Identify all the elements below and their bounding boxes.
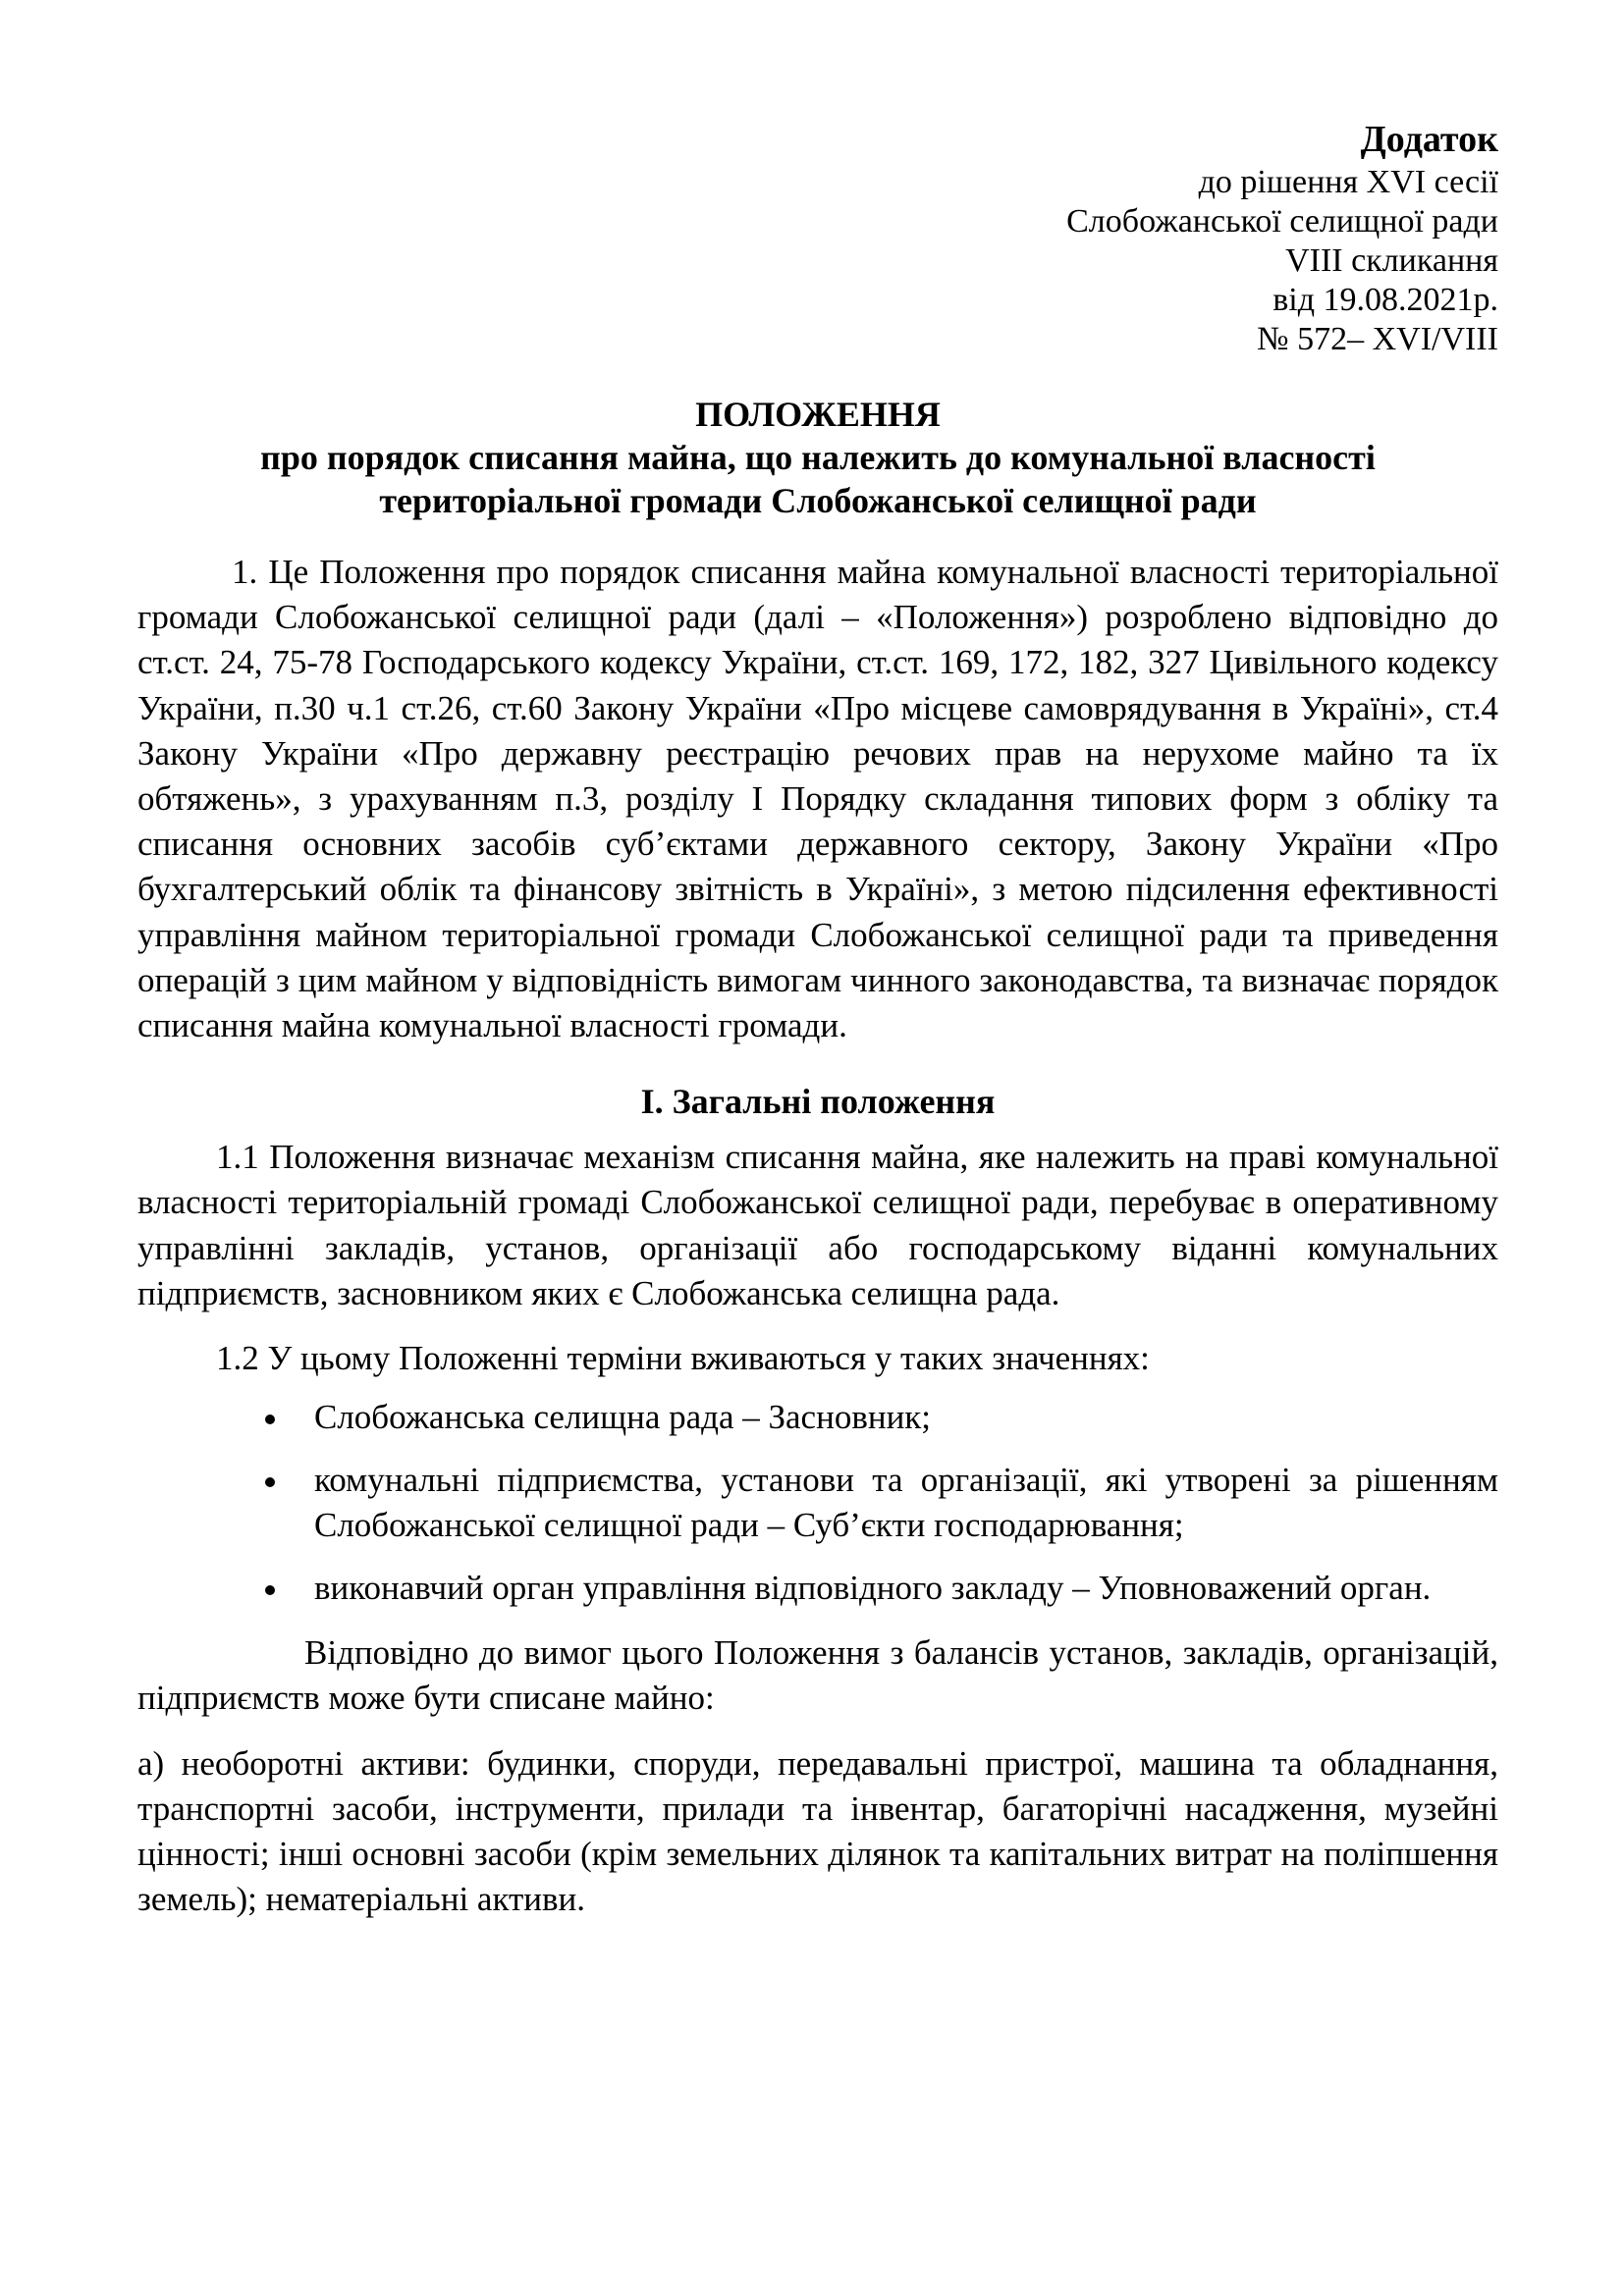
appendix-line: до рішення XVI сесії [1198,164,1498,200]
paragraph-a: а) необоротні активи: будинки, споруди, передавальні пристрої, машина та обладнання, транспортні засоби, інструменти, прилади та інвентар, багаторічні насадження, музейні цінності; інші основні засоби (крім земельних ділянок та капітальних витрат на поліпшення земель); нематеріальні активи. [137,1743,1498,1919]
list-item-text: виконавчий орган управління відповідного закладу – Уповноважений орган. [314,1569,1432,1608]
list-item [137,1395,1498,1440]
document-subtitle-line1: про порядок списання майна, що належить до комунальної власності [260,438,1376,477]
definitions-list [137,1395,1498,1611]
bullet-icon [265,1477,275,1487]
document-subtitle-line2: територіальної громади Слобожанської селищної ради [379,481,1257,520]
bullet-icon [265,1585,275,1595]
section-heading: І. Загальні положення [640,1082,996,1122]
appendix-line: VIII скликання [1285,242,1498,279]
appendix-title: Додаток [1360,119,1498,160]
list-item [137,1458,1498,1548]
appendix-line: Слобожанської селищної ради [1066,203,1498,240]
appendix-line: від 19.08.2021р. [1272,282,1498,318]
document-body [137,393,1498,1922]
appendix-block [1066,118,1498,359]
document-title [137,393,1498,522]
paragraph-balances: Відповідно до вимог цього Положення з балансів установ, закладів, організацій, підприємств може бути списане майно: [137,1633,1498,1718]
appendix-line: № 572– XVI/VIII [1257,321,1498,357]
list-item [137,1566,1498,1611]
paragraph-1-2: 1.2 У цьому Положенні терміни вживаються у таких значеннях: [216,1339,1150,1378]
list-item-text: Слобожанська селищна рада – Засновник; [314,1398,932,1437]
intro-paragraph: 1. Це Положення про порядок списання майна комунальної власності територіальної громади Слобожанської селищної ради (далі – «Положення») розроблено відповідно до ст.ст. 24, 75-78 Господарського кодексу України, ст.ст. 169, 172, 182, 327 Цивільного кодексу України, п.30 ч.1 ст.26, ст.60 Закону України «Про місцеве самоврядування в Україні», ст.4 Закону України «Про державну реєстрацію речових прав на нерухоме майно та їх обтяжень», з урахуванням п.3, розділу I Порядку складання типових форм з обліку та списання основних засобів суб’єктами державного сектору, Закону України «Про бухгалтерський облік та фінансову звітність в Україні», з метою підсилення ефективності управління майном територіальної громади Слобожанської селищної ради та приведення операцій з цим майном у відповідність вимогам чинного законодавства, та визначає порядок списання майна комунальної власності громади. [137,553,1498,1045]
bullet-icon [265,1415,275,1424]
list-item-text: комунальні підприємства, установи та організації, які утворені за рішенням Слобожанської селищної ради – Суб’єкти господарювання; [314,1461,1498,1545]
paragraph-1-1: 1.1 Положення визначає механізм списання майна, яке належить на праві комунальної власності територіальній громаді Слобожанської селищної ради, перебуває в оперативному управлінні закладів, установ, організації або господарському віданні комунальних підприємств, засновником яких є Слобожанська селищна рада. [137,1138,1498,1312]
document-title-main: ПОЛОЖЕННЯ [695,395,941,434]
